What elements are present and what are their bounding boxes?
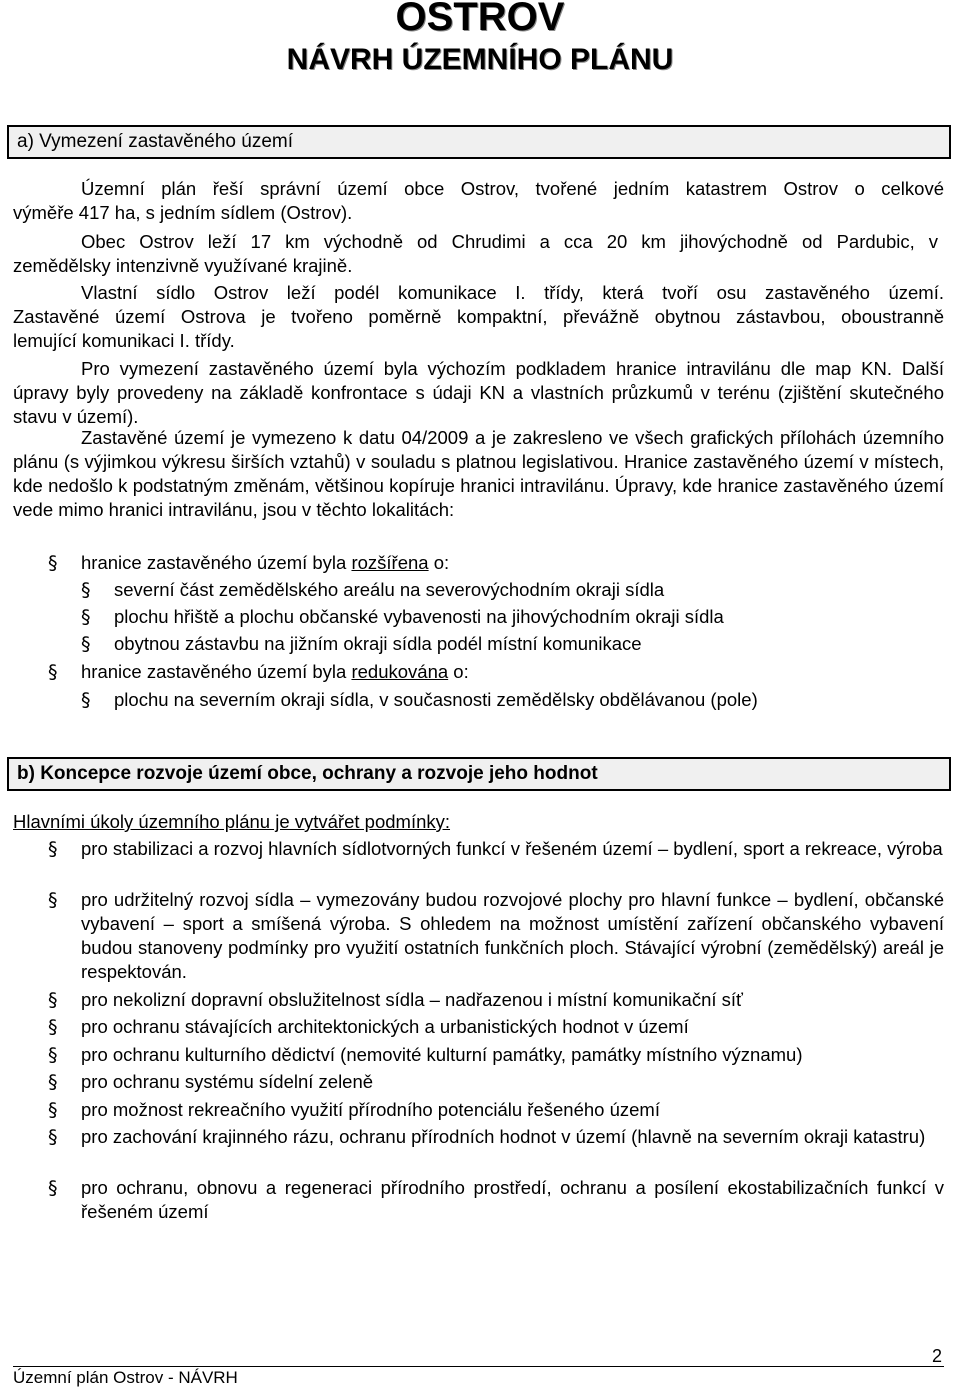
svg-text:§: § (48, 661, 58, 683)
document-subtitle: NÁVRH ÚZEMNÍHO PLÁNU (286, 43, 674, 76)
svg-text:§: § (48, 1099, 58, 1121)
list-item-text: pro ochranu, obnovu a regeneraci přírodního prostředí, ochranu a posílení ekostabilizačních funkcí v řešeném území (81, 1177, 944, 1222)
svg-text:§: § (81, 689, 91, 711)
footer-text: Územní plán Ostrov - NÁVRH (13, 1368, 238, 1387)
section-a-p2-line1: Obec Ostrov leží 17 km východně od Chrudimi a cca 20 km jihovýchodně od Pardubic, v (81, 231, 938, 252)
svg-text:§: § (48, 989, 58, 1011)
svg-text:§: § (48, 889, 58, 911)
footer-divider (13, 1366, 944, 1367)
section-sign-bullet-icon (80, 689, 94, 711)
section-a-p4-text: Pro vymezení zastavěného území byla výchozím podkladem hranice intravilánu dle map KN. Další úpravy byly provedeny na základě konfrontace s údaji KN a vlastních průzkumů v terénu (zjištění skutečného stavu v území). (13, 358, 944, 427)
section-sign-bullet-icon (47, 1177, 61, 1199)
list-item-text: pro udržitelný rozvoj sídla – vymezovány budou rozvojové plochy pro hlavní funkce – bydlení, občanské vybavení – sport a smíšená výroba. S ohledem na možnost umístění zařízení občanského vybavení budou stanoveny podmínky pro využití ostatních funkčních ploch. Stávající výrobní (zemědělský) areál je respektován. (81, 889, 944, 982)
section-sign-bullet-icon (47, 661, 61, 683)
section-sign-bullet-icon (47, 1071, 61, 1093)
list-item-text: pro zachování krajinného rázu, ochranu přírodních hodnot v území (hlavně na severním okraji katastru) (81, 1126, 926, 1147)
svg-text:§: § (48, 838, 58, 860)
svg-text:§: § (48, 1071, 58, 1093)
list-subitem: severní část zemědělského areálu na severovýchodním okraji sídla (114, 579, 665, 600)
section-sign-bullet-icon (47, 1099, 61, 1121)
list1-suffix: o: (428, 552, 450, 573)
list-item (81, 888, 944, 984)
section-a-p3-line3: lemující komunikaci I. třídy. (13, 330, 235, 351)
section-a-p5-text: Zastavěné území je vymezeno k datu 04/2009 a je zakresleno ve všech grafických přílohách územního plánu (s výjimkou výkresu širších vztahů) v souladu s platnou legislativou. Hranice zastavěného území v místech, kde nedošlo k podstatným změnám, většinou kopíruje hranici intravilánu. Úpravy, kde hranice zastavěného území vede mimo hranici intravilánu, jsou v těchto lokalitách: (13, 427, 944, 520)
list-subitem: plochu na severním okraji sídla, v současnosti zemědělsky obdělávanou (pole) (114, 689, 758, 710)
section-a-p1-line1: Územní plán řeší správní území obce Ostrov, tvořené jedním katastrem Ostrov o celkové (81, 178, 944, 199)
section-sign-bullet-icon (47, 552, 61, 574)
section-a-p5 (13, 426, 944, 522)
list2-prefix: hranice zastavěného území byla (81, 661, 352, 682)
list-item: pro možnost rekreačního využití přírodního potenciálu řešeného území (81, 1099, 660, 1120)
list2-suffix: o: (448, 661, 469, 682)
svg-text:§: § (48, 1177, 58, 1199)
svg-text:§: § (81, 579, 91, 601)
svg-text:§: § (81, 606, 91, 628)
list-item: pro ochranu systému sídelní zeleně (81, 1071, 374, 1092)
section-a-p2-line2: zemědělsky intenzivně využívané krajině. (13, 255, 353, 276)
section-b-heading-text: b) Koncepce rozvoje území obce, ochrany a rozvoje jeho hodnot (17, 763, 598, 784)
svg-text:§: § (48, 1016, 58, 1038)
svg-text:§: § (48, 1126, 58, 1148)
section-b-heading (7, 757, 951, 791)
section-sign-bullet-icon (80, 579, 94, 601)
section-a-p1-line2: výměře 417 ha, s jedním sídlem (Ostrov). (13, 202, 353, 223)
list-item: pro nekolizní dopravní obslužitelnost sídla – nadřazenou i místní komunikační síť (81, 989, 743, 1010)
section-a-p3-line2: Zastavěné území Ostrova je tvořeno poměrně kompaktní, převážně obytnou zástavbou, oboustranně (13, 306, 944, 327)
list-subitem: plochu hřiště a plochu občanské vybavenosti na jihovýchodním okraji sídla (114, 606, 724, 627)
section-a-p4 (13, 357, 944, 429)
list-item (81, 837, 944, 861)
section-sign-bullet-icon (80, 633, 94, 655)
list-item: pro ochranu stávajících architektonických a urbanistických hodnot v území (81, 1016, 689, 1037)
list-subitem: obytnou zástavbu na jižním okraji sídla podél místní komunikace (114, 633, 642, 654)
section-sign-bullet-icon (47, 989, 61, 1011)
section-a-p3-line1: Vlastní sídlo Ostrov leží podél komunikace I. třídy, která tvoří osu zastavěného území. (81, 282, 944, 303)
section-a-heading-text: a) Vymezení zastavěného území (17, 131, 293, 152)
list1-prefix: hranice zastavěného území byla (81, 552, 352, 573)
svg-text:§: § (48, 1044, 58, 1066)
section-sign-bullet-icon (47, 1126, 61, 1148)
list-item (81, 1125, 944, 1149)
section-sign-bullet-icon (47, 1016, 61, 1038)
list1-underlined: rozšířena (351, 552, 429, 573)
section-sign-bullet-icon (80, 606, 94, 628)
list-item-reduced (81, 660, 469, 684)
section-sign-bullet-icon (47, 838, 61, 860)
section-sign-bullet-icon (47, 889, 61, 911)
list-item: pro ochranu kulturního dědictví (nemovité kulturní památky, památky místního významu) (81, 1044, 803, 1065)
list2-underlined: redukována (351, 661, 449, 682)
svg-text:§: § (48, 552, 58, 574)
svg-text:§: § (81, 633, 91, 655)
section-a-heading (7, 125, 951, 159)
list-item (81, 1176, 944, 1224)
document-title: OSTROV (395, 0, 565, 39)
section-sign-bullet-icon (47, 1044, 61, 1066)
page-number: 2 (931, 1346, 942, 1366)
section-b-intro: Hlavními úkoly územního plánu je vytvářet podmínky: (13, 811, 451, 832)
list-item-extended (81, 551, 449, 575)
list-item-text: pro stabilizaci a rozvoj hlavních sídlotvorných funkcí v řešeném území – bydlení, sport a rekreace, výroba (81, 838, 943, 859)
